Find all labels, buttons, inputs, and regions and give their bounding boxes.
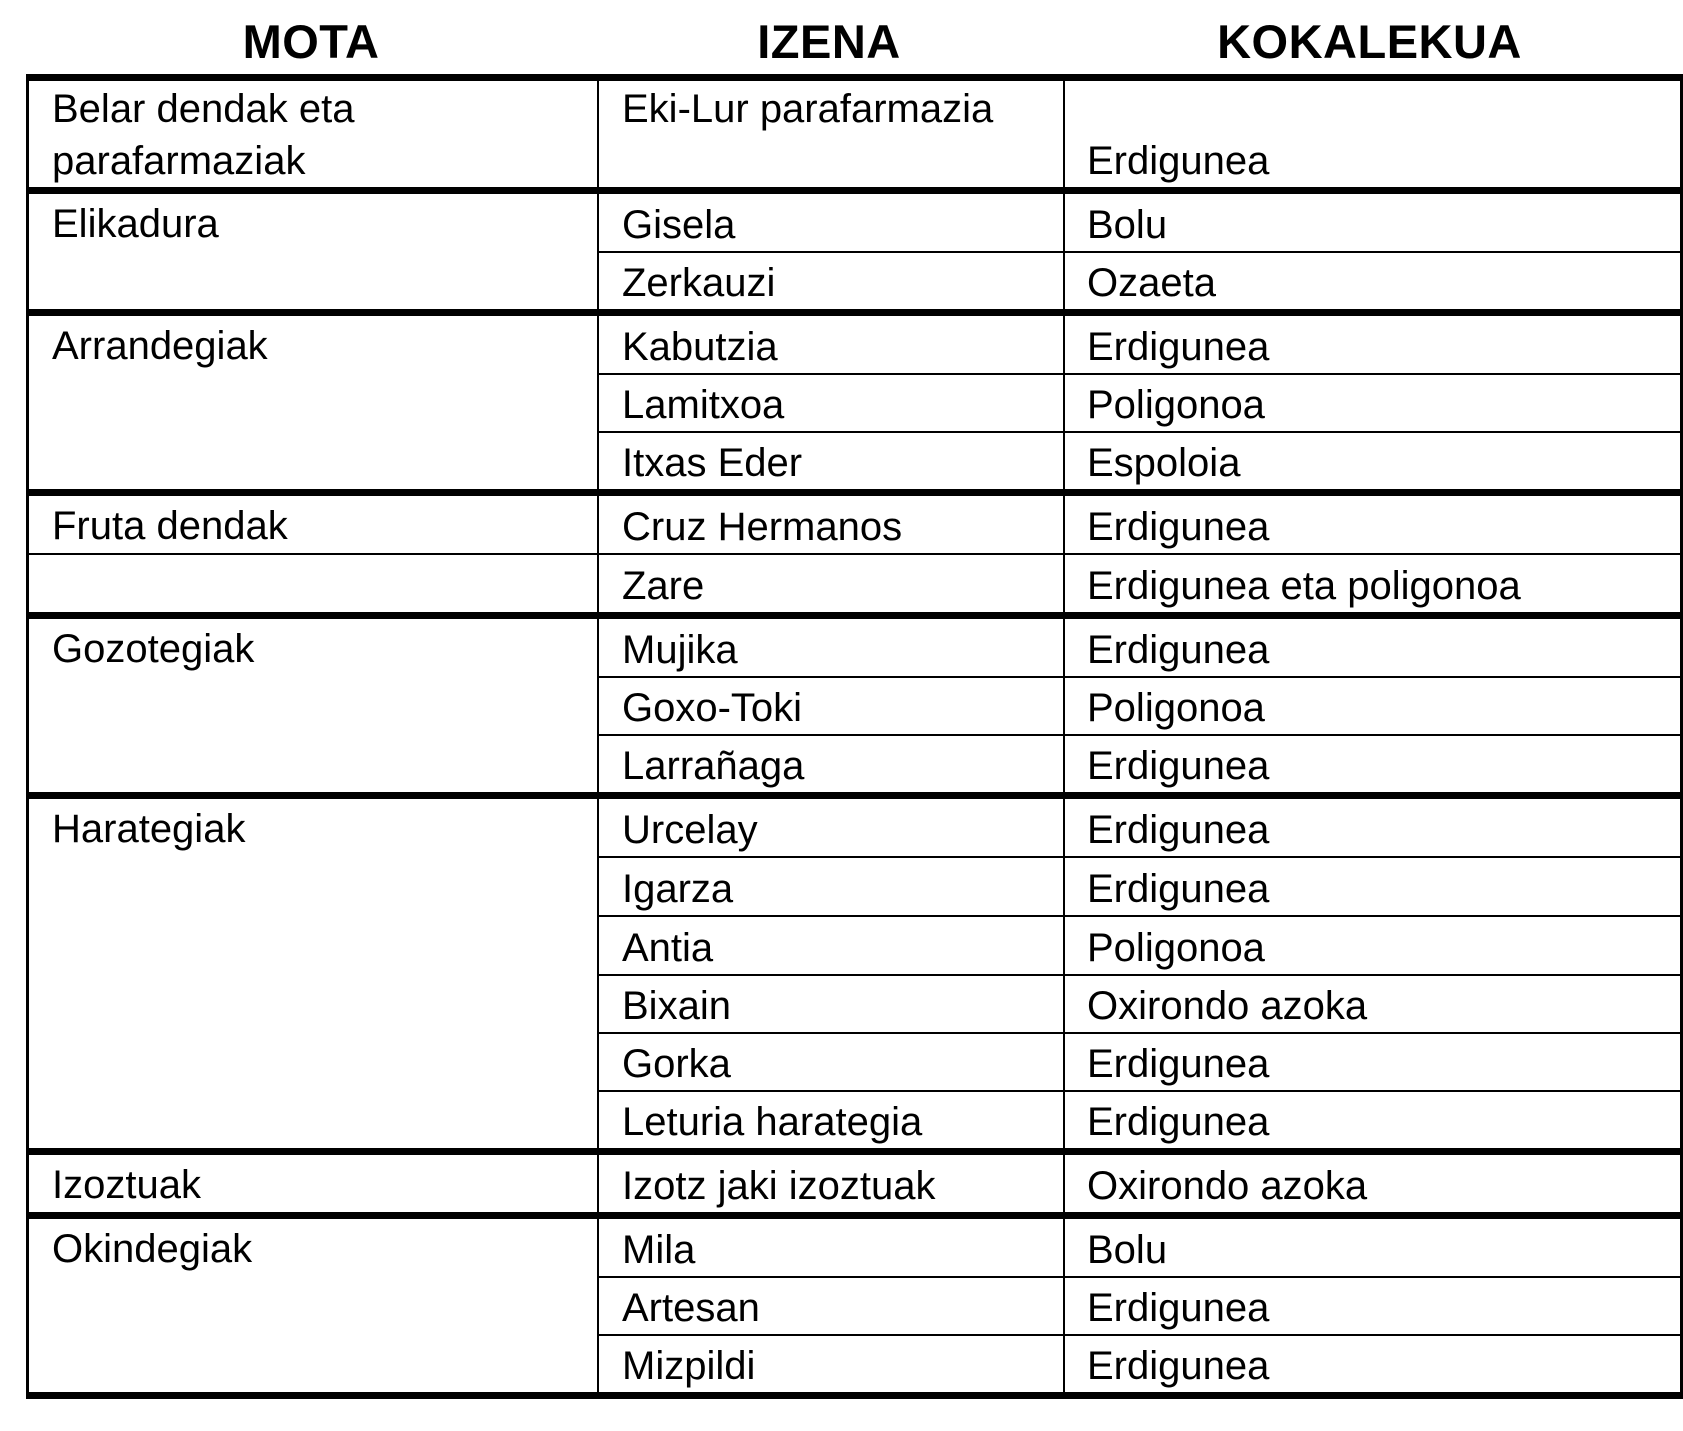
table-row xyxy=(599,431,1680,489)
table-row xyxy=(599,1276,1680,1334)
cell-kokalekua: Erdigunea xyxy=(1087,744,1270,788)
table-row xyxy=(599,1334,1680,1392)
table-row xyxy=(599,553,1680,612)
cell-kokalekua: Poligonoa xyxy=(1087,383,1265,427)
cell-kokalekua: Espoloia xyxy=(1087,441,1241,485)
cell-kokalekua: Erdigunea eta poligonoa xyxy=(1087,564,1521,608)
cell-izena: Igarza xyxy=(599,858,1065,915)
cell-kokalekua: Erdigunea xyxy=(1087,808,1270,852)
cell-izena: Artesan xyxy=(599,1278,1065,1334)
shops-table xyxy=(26,74,1683,1399)
cell-izena: Lamitxoa xyxy=(599,375,1065,431)
table-group xyxy=(29,74,1680,187)
table-group xyxy=(29,309,1680,489)
cell-izena: Bixain xyxy=(599,976,1065,1032)
cell-izena: Itxas Eder xyxy=(599,433,1065,489)
cell-izena: Leturia harategia xyxy=(599,1092,1065,1148)
cell-kokalekua: Ozaeta xyxy=(1087,261,1216,305)
cell-kokalekua: Bolu xyxy=(1087,1228,1168,1272)
table-row xyxy=(599,496,1680,553)
cell-izena: Larrañaga xyxy=(599,736,1065,792)
cell-izena: Antia xyxy=(599,917,1065,974)
cell-kokalekua: Oxirondo azoka xyxy=(1087,1164,1368,1208)
header-kokalekua: KOKALEKUA xyxy=(1217,15,1522,68)
table-row xyxy=(599,1090,1680,1148)
cell-izena: Izotz jaki izoztuak xyxy=(599,1155,1065,1212)
table-row xyxy=(599,194,1680,251)
table-group xyxy=(29,1148,1680,1212)
cell-kokalekua: Erdigunea xyxy=(1087,325,1270,369)
cell-kokalekua: Erdigunea xyxy=(1087,1100,1270,1144)
table-group xyxy=(29,612,1680,792)
cell-izena: Eki-Lur parafarmazia xyxy=(599,81,1065,187)
table-group xyxy=(29,489,1680,612)
group-mota: Belar dendak eta parafarmaziak xyxy=(29,81,599,187)
cell-izena: Mujika xyxy=(599,619,1065,676)
table-header xyxy=(26,0,1679,75)
cell-izena: Mizpildi xyxy=(599,1336,1065,1392)
table-row xyxy=(599,676,1680,734)
cell-kokalekua: Bolu xyxy=(1087,203,1168,247)
group-mota: Okindegiak xyxy=(29,1219,599,1392)
table-row xyxy=(599,856,1680,915)
cell-izena: Zerkauzi xyxy=(599,253,1065,309)
cell-kokalekua: Erdigunea xyxy=(1087,505,1270,549)
table-row xyxy=(599,1032,1680,1090)
cell-kokalekua: Poligonoa xyxy=(1087,926,1265,970)
cell-kokalekua: Erdigunea xyxy=(1087,139,1270,183)
table-row xyxy=(599,1155,1680,1212)
group-mota: Harategiak xyxy=(29,799,599,1148)
cell-izena: Goxo-Toki xyxy=(599,678,1065,734)
empty-cell xyxy=(29,555,597,612)
header-izena: IZENA xyxy=(757,15,901,68)
table-group xyxy=(29,792,1680,1148)
table-group xyxy=(29,187,1680,309)
cell-izena: Gisela xyxy=(599,194,1065,251)
cell-kokalekua: Erdigunea xyxy=(1087,1344,1270,1388)
table-row xyxy=(599,915,1680,974)
group-mota: Elikadura xyxy=(29,194,599,309)
table-row xyxy=(599,734,1680,792)
cell-kokalekua: Erdigunea xyxy=(1087,867,1270,911)
table-group xyxy=(29,1212,1680,1392)
cell-izena: Zare xyxy=(599,555,1065,612)
cell-izena: Kabutzia xyxy=(599,316,1065,373)
cell-kokalekua: Poligonoa xyxy=(1087,686,1265,730)
table-row xyxy=(599,619,1680,676)
cell-kokalekua: Erdigunea xyxy=(1087,1042,1270,1086)
cell-izena: Urcelay xyxy=(599,799,1065,856)
table-row xyxy=(599,974,1680,1032)
group-mota: Arrandegiak xyxy=(29,316,599,489)
document xyxy=(26,0,1679,1388)
table-row xyxy=(599,81,1680,187)
table-row xyxy=(599,1219,1680,1276)
cell-izena: Cruz Hermanos xyxy=(599,496,1065,553)
cell-izena: Gorka xyxy=(599,1034,1065,1090)
group-mota-column xyxy=(29,496,599,612)
group-mota: Fruta dendak xyxy=(29,496,597,555)
cell-kokalekua: Oxirondo azoka xyxy=(1087,984,1368,1028)
table-row xyxy=(599,799,1680,856)
table-row xyxy=(599,251,1680,309)
group-mota: Izoztuak xyxy=(29,1155,599,1212)
table-row xyxy=(599,316,1680,373)
cell-kokalekua: Erdigunea xyxy=(1087,628,1270,672)
group-mota: Gozotegiak xyxy=(29,619,599,792)
table-row xyxy=(599,373,1680,431)
cell-izena: Mila xyxy=(599,1219,1065,1276)
cell-kokalekua: Erdigunea xyxy=(1087,1286,1270,1330)
header-mota: MOTA xyxy=(242,15,380,68)
